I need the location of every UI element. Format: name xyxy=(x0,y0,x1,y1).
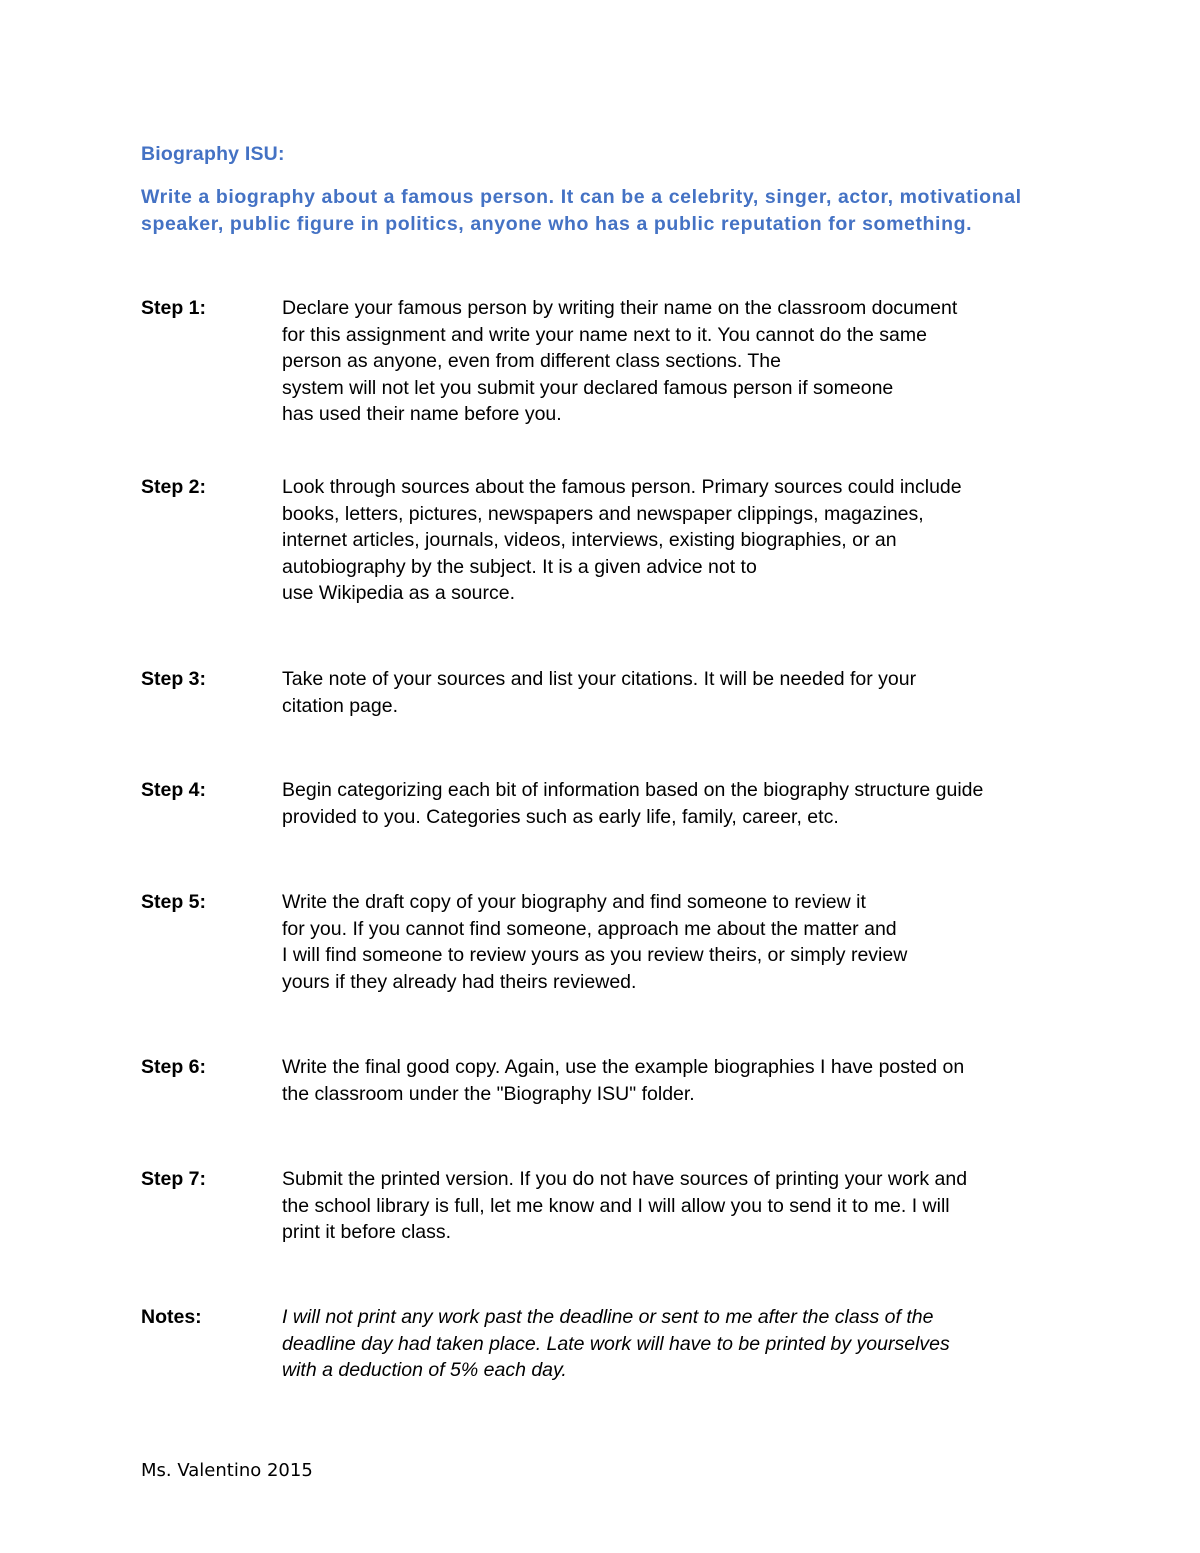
step-line: person as anyone, even from different class sections. The xyxy=(282,350,781,372)
step-line: Begin categorizing each bit of information based on the biography structure guide xyxy=(282,779,984,801)
intro-paragraph xyxy=(141,184,1081,238)
step-line: autobiography by the subject. It is a given advice not to xyxy=(282,555,757,578)
step-label: Step 1: xyxy=(141,297,207,319)
step-text xyxy=(282,474,1082,607)
intro-line: Write a biography about a famous person. It can be a celebrity, singer, actor, motivational xyxy=(141,186,1022,208)
step-line: has used their name before you. xyxy=(282,403,562,425)
step-text xyxy=(282,1054,1082,1107)
step-label: Step 7: xyxy=(141,1168,207,1190)
footer-author: Ms. Valentino 2015 xyxy=(141,1460,313,1481)
step-text xyxy=(282,1166,1082,1246)
step-line: for you. If you cannot find someone, approach me about the matter and xyxy=(282,917,897,940)
document-title: Biography ISU: xyxy=(141,143,285,165)
notes-label: Notes: xyxy=(141,1306,202,1328)
step-line: provided to you. Categories such as early life, family, career, etc. xyxy=(282,805,839,828)
step-text xyxy=(282,777,1082,830)
step-line: books, letters, pictures, newspapers and newspaper clippings, magazines, xyxy=(282,502,924,525)
step-text xyxy=(282,889,1082,995)
notes-line: deadline day had taken place. Late work will have to be printed by yourselves xyxy=(282,1332,950,1355)
step-line: print it before class. xyxy=(282,1221,452,1243)
notes-text xyxy=(282,1304,1082,1384)
step-line: Declare your famous person by writing their name on the classroom document xyxy=(282,297,958,319)
step-line: Write the final good copy. Again, use the example biographies I have posted on xyxy=(282,1056,965,1078)
step-line: Look through sources about the famous person. Primary sources could include xyxy=(282,476,962,498)
step-line: use Wikipedia as a source. xyxy=(282,582,516,604)
step-line: yours if they already had theirs reviewed. xyxy=(282,970,637,993)
notes-line: I will not print any work past the deadline or sent to me after the class of the xyxy=(282,1306,934,1328)
step-label: Step 4: xyxy=(141,779,207,801)
step-line: system will not let you submit your declared famous person if someone xyxy=(282,376,894,399)
step-text xyxy=(282,295,1082,428)
step-text xyxy=(282,666,1082,719)
step-line: Take note of your sources and list your citations. It will be needed for your xyxy=(282,668,917,690)
step-label: Step 3: xyxy=(141,668,207,690)
step-line: internet articles, journals, videos, interviews, existing biographies, or an xyxy=(282,529,897,551)
step-label: Step 6: xyxy=(141,1056,207,1078)
step-line: the school library is full, let me know and I will allow you to send it to me. I will xyxy=(282,1194,950,1217)
step-line: for this assignment and write your name next to it. You cannot do the same xyxy=(282,323,927,346)
step-line: citation page. xyxy=(282,694,399,717)
step-label: Step 5: xyxy=(141,891,207,913)
step-label: Step 2: xyxy=(141,476,207,498)
step-line: Submit the printed version. If you do not have sources of printing your work and xyxy=(282,1168,968,1190)
step-line: Write the draft copy of your biography and find someone to review it xyxy=(282,891,866,913)
intro-line: speaker, public figure in politics, anyone who has a public reputation for something. xyxy=(141,213,973,235)
step-line: the classroom under the "Biography ISU" folder. xyxy=(282,1082,695,1105)
notes-line: with a deduction of 5% each day. xyxy=(282,1359,567,1381)
step-line: I will find someone to review yours as you review theirs, or simply review xyxy=(282,944,908,966)
